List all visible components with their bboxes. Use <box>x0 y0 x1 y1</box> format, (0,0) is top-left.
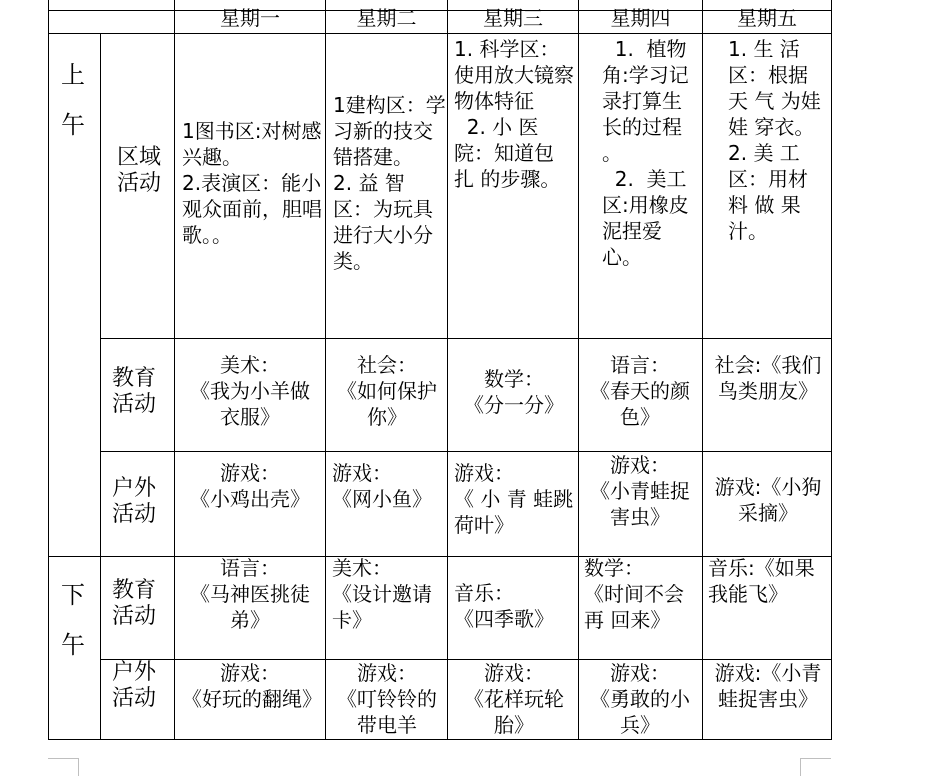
day-header: 星期四 <box>610 6 671 30</box>
cell-edu-am-fri: 社会:《我们鸟类朋友》 <box>714 353 822 403</box>
rule <box>48 0 49 740</box>
rule <box>48 33 832 34</box>
row-label-outdoor-pm: 户外活动 <box>111 660 156 711</box>
day-header: 星期一 <box>220 6 280 30</box>
row-label-edu-pm: 教育活动 <box>111 578 156 629</box>
cell-area-wed: 1. 科学区：使用放大镜察物体特征 2. 小 医 院：知道包 扎 的步骤。 <box>454 37 574 191</box>
day-header: 星期三 <box>483 6 543 30</box>
rule <box>447 0 448 740</box>
cell-outdoor-pm-tue: 游戏： 《叮铃铃的带电羊 <box>337 661 437 737</box>
rule <box>578 0 579 740</box>
cell-outdoor-am-thu: 游戏： 《小青蛙捉害虫》 <box>590 453 690 529</box>
cell-outdoor-pm-thu: 游戏： 《勇敢的小兵》 <box>590 661 690 737</box>
cell-outdoor-pm-mon: 游戏： 《好玩的翻绳》 <box>182 661 322 711</box>
cell-area-thu: 1. 植物角:学习记录打算生长的过程 。 2. 美工区:用橡皮泥捏爱心。 <box>602 37 689 269</box>
rule <box>325 0 326 740</box>
page-corner-mark <box>800 758 801 776</box>
cell-outdoor-am-fri: 游戏:《小狗采摘》 <box>714 475 822 525</box>
cell-area-mon: 1图书区:对树感兴趣。 2.表演区：能小观众面前，胆唱歌。。 <box>182 119 322 247</box>
cell-edu-pm-tue: 美术： 《设计邀请卡》 <box>332 556 432 632</box>
cell-edu-am-thu: 语言： 《春天的颜色》 <box>590 353 690 429</box>
day-header: 星期二 <box>356 6 417 30</box>
cell-edu-pm-wed: 音乐： 《四季歌》 <box>454 581 554 631</box>
rule <box>702 0 703 740</box>
rule <box>831 0 832 740</box>
period-morning: 上午 <box>61 61 85 139</box>
cell-outdoor-am-wed: 游戏： 《 小 青 蛙跳荷叶》 <box>454 461 574 537</box>
page-corner-mark <box>800 758 831 759</box>
row-label-edu-am: 教育活动 <box>111 366 156 417</box>
cell-edu-am-mon: 美术： 《我为小羊做衣服》 <box>190 353 310 429</box>
cell-outdoor-pm-wed: 游戏： 《花样玩轮胎》 <box>464 661 564 737</box>
row-label-outdoor-am: 户外活动 <box>111 476 156 527</box>
cell-edu-am-wed: 数学： 《分一分》 <box>464 367 564 417</box>
row-label-area: 区域活动 <box>116 145 161 196</box>
cell-area-fri: 1. 生 活区：根据天 气 为娃 娃 穿衣。 2. 美 工区：用材料 做 果汁。 <box>728 37 821 243</box>
day-header: 星期五 <box>737 6 797 30</box>
page-corner-mark <box>48 758 79 759</box>
cell-area-tue: 1建构区：学习新的技交错搭建。 2. 益 智 区：为玩具进行大小分类。 <box>333 93 446 273</box>
page-corner-mark <box>78 758 79 776</box>
rule <box>100 33 101 740</box>
cell-outdoor-pm-fri: 游戏:《小青蛙捉害虫》 <box>714 661 822 711</box>
cell-outdoor-am-mon: 游戏： 《小鸡出壳》 <box>190 461 310 511</box>
rule <box>100 338 832 339</box>
period-afternoon: 下午 <box>61 581 85 659</box>
cell-edu-pm-fri: 音乐:《如果我能飞》 <box>708 556 815 606</box>
cell-outdoor-am-tue: 游戏： 《网小鱼》 <box>332 461 432 511</box>
rule <box>174 0 175 740</box>
rule <box>100 451 832 452</box>
cell-edu-pm-thu: 数学： 《时间不会 再 回来》 <box>584 556 684 632</box>
cell-edu-pm-mon: 语言： 《马神医挑徒弟》 <box>190 556 310 632</box>
cell-edu-am-tue: 社会： 《如何保护你》 <box>337 353 437 429</box>
schedule-table <box>48 0 832 740</box>
